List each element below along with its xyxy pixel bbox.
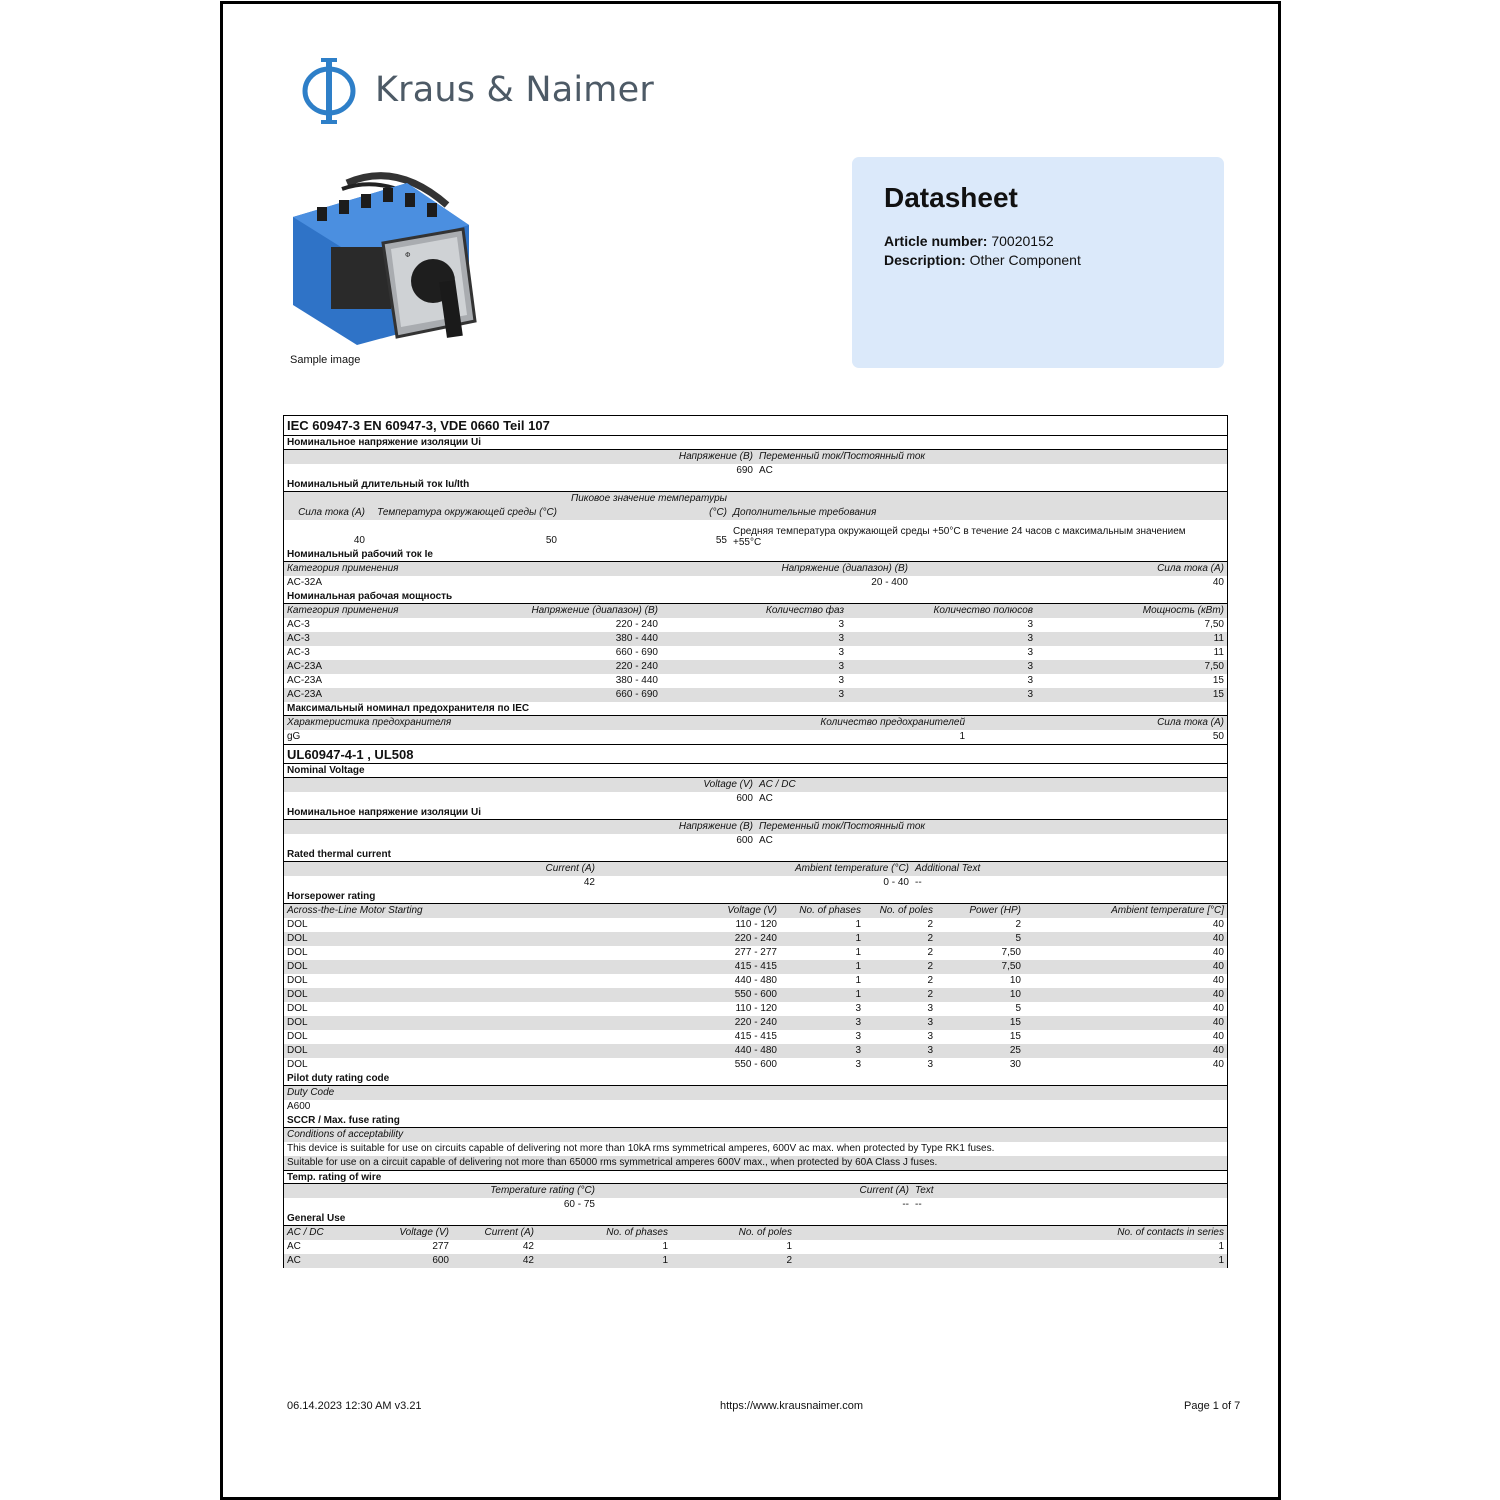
column-header: Voltage (V)	[399, 1227, 449, 1238]
table-cell: 1	[959, 731, 965, 742]
table-row	[284, 576, 1227, 590]
table-cell: 40	[1212, 1017, 1224, 1028]
table-cell: AC	[759, 465, 773, 476]
table-row	[284, 834, 1227, 848]
table-cell: 3	[927, 1017, 933, 1028]
table-cell: AC	[759, 793, 773, 804]
column-header: No. of phases	[606, 1227, 668, 1238]
table-cell: 25	[1009, 1045, 1021, 1056]
table-cell: 7,50	[1001, 961, 1021, 972]
table-cell: 0 - 40	[883, 877, 909, 888]
table-cell: 220 - 240	[615, 661, 658, 672]
column-header: Temperature rating (°C)	[490, 1185, 595, 1196]
table-cell: 15	[1009, 1031, 1021, 1042]
table-cell: AC-3	[287, 647, 310, 658]
table-cell: 3	[927, 1031, 933, 1042]
table-cell: 3	[838, 675, 844, 686]
column-header: Температура окружающей среды (°C)	[377, 507, 557, 518]
footer-page-number: Page 1 of 7	[1184, 1400, 1241, 1412]
table-cell: 3	[855, 1045, 861, 1056]
table-cell: DOL	[287, 961, 308, 972]
table-row	[284, 1142, 1227, 1156]
section-title: Номинальный рабочий ток Ie	[284, 548, 1227, 562]
table-header-row	[284, 492, 1227, 520]
column-header: Additional Text	[915, 863, 981, 874]
table-cell	[730, 520, 1227, 548]
column-header: Across-the-Line Motor Starting	[287, 905, 423, 916]
table-cell: 3	[838, 633, 844, 644]
table-header-row	[284, 1128, 1227, 1142]
table-cell: 1	[855, 961, 861, 972]
column-header: Power (HP)	[969, 905, 1021, 916]
table-cell: 2	[786, 1255, 792, 1266]
table-cell: AC-3	[287, 619, 310, 630]
footer-url[interactable]: https://www.krausnaimer.com	[720, 1400, 864, 1412]
section-title: Номинальное напряжение изоляции Ui	[284, 806, 1227, 820]
table-cell: 1	[855, 975, 861, 986]
column-header: Дополнительные требования	[733, 507, 877, 518]
table-cell: 40	[1212, 1045, 1224, 1056]
table-cell: 550 - 600	[734, 989, 777, 1000]
table-cell: 2	[927, 961, 933, 972]
table-cell: 660 - 690	[615, 647, 658, 658]
table-cell: 60 - 75	[563, 1199, 595, 1210]
table-cell: 660 - 690	[615, 689, 658, 700]
table-cell: 1	[855, 919, 861, 930]
table-cell: 277	[432, 1241, 449, 1252]
table-cell: 690	[736, 465, 753, 476]
table-row	[284, 688, 1227, 702]
table-cell: 15	[1212, 689, 1224, 700]
table-cell: 3	[855, 1003, 861, 1014]
column-header: Current (A)	[545, 863, 595, 874]
table-cell: Suitable for use on a circuit capable of delivering not more than 65000 rms symmetrical amperes 600V max., when protected by 60A Class J fuses.	[287, 1157, 938, 1168]
table-cell: 10	[1009, 975, 1021, 986]
table-row	[284, 660, 1227, 674]
phi-logo-icon	[301, 56, 363, 126]
table-cell: DOL	[287, 1003, 308, 1014]
table-cell: 42	[522, 1241, 534, 1252]
section-title: Номинальное напряжение изоляции Ui	[284, 436, 1227, 450]
table-cell-line: +55°C	[733, 537, 762, 548]
table-cell: 220 - 240	[615, 619, 658, 630]
section-title: Horsepower rating	[284, 890, 1227, 904]
table-row	[284, 1254, 1227, 1268]
table-cell: 277 - 277	[734, 947, 777, 958]
table-row	[284, 960, 1227, 974]
iec-standard-title: IEC 60947-3 EN 60947-3, VDE 0660 Teil 107	[284, 416, 1227, 436]
table-header-row	[284, 820, 1227, 834]
column-header: Характеристика предохранителя	[287, 717, 452, 728]
column-header: Ambient temperature (°C)	[794, 863, 909, 874]
column-header: Voltage (V)	[703, 779, 753, 790]
table-cell: 55	[715, 535, 727, 546]
table-cell: 1	[1218, 1255, 1224, 1266]
column-header: Переменный ток/Постоянный ток	[759, 451, 926, 462]
column-header: Количество предохранителей	[820, 717, 965, 728]
table-cell: 3	[838, 661, 844, 672]
table-cell: 11	[1213, 633, 1224, 644]
table-cell: 3	[1027, 661, 1033, 672]
table-cell: 15	[1009, 1017, 1021, 1028]
table-cell: 3	[855, 1031, 861, 1042]
horsepower-table-body	[284, 918, 1227, 1072]
section-title: Номинальный длительный ток Iu/Ith	[284, 478, 1227, 492]
table-cell: 3	[927, 1059, 933, 1070]
table-cell: --	[915, 877, 922, 888]
table-row	[284, 632, 1227, 646]
spec-tables	[283, 415, 1228, 1268]
section-title: Номинальная рабочая мощность	[284, 590, 1227, 604]
brand-name: Kraus & Naimer	[375, 70, 654, 110]
table-row	[284, 464, 1227, 478]
table-cell: 2	[927, 947, 933, 958]
datasheet-info-box	[852, 157, 1224, 368]
table-cell: 600	[736, 835, 753, 846]
table-cell: AC-3	[287, 633, 310, 644]
column-header: Conditions of acceptability	[287, 1129, 404, 1140]
table-cell: 3	[838, 619, 844, 630]
table-cell: 7,50	[1001, 947, 1021, 958]
column-header: No. of poles	[738, 1227, 792, 1238]
table-cell: 40	[1212, 919, 1224, 930]
table-row	[284, 1044, 1227, 1058]
table-header-row	[284, 716, 1227, 730]
table-cell: 3	[1027, 619, 1033, 630]
table-cell: 1	[855, 989, 861, 1000]
article-number-value: 70020152	[991, 233, 1054, 249]
column-header: Text	[915, 1185, 934, 1196]
table-cell: 440 - 480	[734, 975, 777, 986]
table-row	[284, 520, 1227, 548]
table-cell: AC	[287, 1255, 301, 1266]
table-row	[284, 918, 1227, 932]
table-row	[284, 792, 1227, 806]
table-cell: 220 - 240	[734, 1017, 777, 1028]
table-cell: 3	[1027, 675, 1033, 686]
table-cell: DOL	[287, 1017, 308, 1028]
svg-text:Φ: Φ	[405, 251, 411, 259]
column-header: Напряжение (диапазон) (В)	[531, 605, 658, 616]
table-cell: AC	[759, 835, 773, 846]
table-cell: A600	[287, 1101, 311, 1112]
table-cell: 380 - 440	[615, 633, 658, 644]
table-row	[284, 1002, 1227, 1016]
footer-date-version: 06.14.2023 12:30 AM v3.21	[287, 1400, 422, 1412]
table-cell: 110 - 120	[735, 1003, 777, 1014]
table-cell: 220 - 240	[734, 933, 777, 944]
table-cell: AC-23A	[287, 675, 323, 686]
table-cell: 415 - 415	[734, 1031, 777, 1042]
table-row	[284, 1240, 1227, 1254]
table-cell: 3	[838, 689, 844, 700]
table-cell: 42	[583, 877, 595, 888]
table-cell: DOL	[287, 1045, 308, 1056]
table-cell: AC-23A	[287, 661, 323, 672]
table-cell: 5	[1015, 933, 1021, 944]
column-header: Категория применения	[287, 563, 399, 574]
table-cell: 3	[838, 647, 844, 658]
table-header-row	[284, 862, 1227, 876]
table-cell: 40	[1212, 989, 1224, 1000]
table-cell: 7,50	[1204, 619, 1224, 630]
table-cell: 3	[1027, 633, 1033, 644]
table-cell: DOL	[287, 989, 308, 1000]
table-cell: 600	[432, 1255, 449, 1266]
column-header: Количество полюсов	[933, 605, 1033, 616]
table-row	[284, 932, 1227, 946]
table-cell: 2	[927, 989, 933, 1000]
table-cell: 40	[1212, 1031, 1224, 1042]
column-header: Duty Code	[287, 1087, 335, 1098]
kraus-naimer-logo	[301, 56, 654, 126]
table-cell: 15	[1212, 675, 1224, 686]
table-cell: 40	[1212, 577, 1224, 588]
table-cell: 7,50	[1204, 661, 1224, 672]
section-title: Temp. rating of wire	[284, 1170, 1227, 1184]
table-cell: 40	[1212, 947, 1224, 958]
table-cell: AC-23A	[287, 689, 323, 700]
table-header-row	[284, 562, 1227, 576]
column-header: AC / DC	[759, 779, 796, 790]
column-header: Мощность (кВт)	[1142, 605, 1224, 616]
table-row	[284, 730, 1227, 744]
table-cell: 380 - 440	[615, 675, 658, 686]
table-cell: 2	[1015, 919, 1021, 930]
description-value: Other Component	[969, 252, 1081, 268]
table-row	[284, 988, 1227, 1002]
table-row	[284, 946, 1227, 960]
table-cell: 40	[1212, 1059, 1224, 1070]
table-header-row	[284, 778, 1227, 792]
table-header-row	[284, 604, 1227, 618]
ul-standard-title: UL60947-4-1 , UL508	[284, 744, 1227, 764]
column-header: Сила тока (A)	[1157, 717, 1224, 728]
column-header: Количество фаз	[765, 605, 844, 616]
table-cell: 1	[786, 1241, 792, 1252]
table-cell: 3	[927, 1045, 933, 1056]
column-header-line: (°C)	[709, 507, 727, 518]
table-cell: DOL	[287, 947, 308, 958]
column-header: Current (A)	[859, 1185, 909, 1196]
column-header: Current (A)	[484, 1227, 534, 1238]
description-label: Description:	[884, 252, 966, 268]
table-cell: 110 - 120	[735, 919, 777, 930]
column-header: Ambient temperature [°C]	[1111, 905, 1224, 916]
column-header: No. of contacts in series	[1117, 1227, 1224, 1238]
column-header: Сила тока (A)	[1157, 563, 1224, 574]
table-cell: 1	[662, 1255, 668, 1266]
table-cell: 2	[927, 975, 933, 986]
table-cell: DOL	[287, 975, 308, 986]
table-row	[284, 1030, 1227, 1044]
table-header-row	[284, 1226, 1227, 1240]
table-cell: --	[915, 1199, 922, 1210]
table-row	[284, 974, 1227, 988]
table-cell: 2	[927, 919, 933, 930]
general-use-table-body	[284, 1240, 1227, 1268]
table-cell: gG	[287, 731, 301, 742]
table-cell: DOL	[287, 919, 308, 930]
table-row	[284, 1100, 1227, 1114]
table-header-row	[284, 1086, 1227, 1100]
table-cell: 415 - 415	[734, 961, 777, 972]
table-cell: 40	[1212, 975, 1224, 986]
table-row	[284, 876, 1227, 890]
column-header	[560, 492, 730, 520]
table-cell: 40	[1212, 961, 1224, 972]
table-cell: 50	[545, 535, 557, 546]
section-title: Pilot duty rating code	[284, 1072, 1227, 1086]
table-row	[284, 1198, 1227, 1212]
table-cell: AC-32A	[287, 577, 323, 588]
table-cell: 1	[1218, 1241, 1224, 1252]
column-header: No. of phases	[799, 905, 861, 916]
table-cell: 40	[1212, 933, 1224, 944]
column-header: No. of poles	[879, 905, 933, 916]
table-cell: DOL	[287, 1059, 308, 1070]
table-cell: DOL	[287, 933, 308, 944]
table-header-row	[284, 904, 1227, 918]
table-cell: 1	[855, 933, 861, 944]
table-cell: AC	[287, 1241, 301, 1252]
table-header-row	[284, 1184, 1227, 1198]
power-table-body	[284, 618, 1227, 702]
column-header: Voltage (V)	[727, 905, 777, 916]
section-title: Nominal Voltage	[284, 764, 1227, 778]
table-cell: DOL	[287, 1031, 308, 1042]
table-cell: 40	[353, 535, 365, 546]
table-cell: 1	[855, 947, 861, 958]
product-sample-image	[287, 165, 487, 345]
column-header: Переменный ток/Постоянный ток	[759, 821, 926, 832]
table-cell: 550 - 600	[734, 1059, 777, 1070]
table-cell: 3	[1027, 647, 1033, 658]
table-cell: 1	[662, 1241, 668, 1252]
section-title: SCCR / Max. fuse rating	[284, 1114, 1227, 1128]
section-title: Максимальный номинал предохранителя по IEC	[284, 702, 1227, 716]
table-cell: 20 - 400	[871, 577, 908, 588]
column-header: AC / DC	[287, 1227, 324, 1238]
table-cell: 3	[1027, 689, 1033, 700]
column-header: Напряжение (В)	[678, 821, 753, 832]
table-row	[284, 1058, 1227, 1072]
table-row	[284, 646, 1227, 660]
table-cell: 3	[855, 1059, 861, 1070]
table-cell: 3	[927, 1003, 933, 1014]
table-cell: 5	[1015, 1003, 1021, 1014]
article-number	[884, 233, 1054, 249]
section-title: Rated thermal current	[284, 848, 1227, 862]
table-cell: 600	[736, 793, 753, 804]
table-cell: 40	[1212, 1003, 1224, 1014]
table-cell: 30	[1009, 1059, 1021, 1070]
table-row	[284, 674, 1227, 688]
table-cell: 50	[1212, 731, 1224, 742]
column-header: Категория применения	[287, 605, 399, 616]
article-number-label: Article number:	[884, 233, 988, 249]
column-header-line: Пиковое значение температуры	[570, 493, 727, 504]
table-row	[284, 618, 1227, 632]
table-cell: 2	[927, 933, 933, 944]
table-cell: 440 - 480	[734, 1045, 777, 1056]
table-cell: --	[902, 1199, 909, 1210]
sample-image-caption: Sample image	[290, 354, 361, 366]
description	[884, 252, 1081, 268]
table-cell-line: Средняя температура окружающей среды +50°C в течение 24 часов с максимальным значением	[733, 526, 1186, 537]
column-header: Напряжение (диапазон) (В)	[781, 563, 908, 574]
table-cell: 3	[855, 1017, 861, 1028]
table-header-row	[284, 450, 1227, 464]
table-cell: This device is suitable for use on circuits capable of delivering not more than 10kA rms symmetrical amperes, 600V ac max. when protected by Type RK1 fuses.	[287, 1143, 995, 1154]
column-header: Напряжение (В)	[678, 451, 753, 462]
column-header: Сила тока (A)	[298, 507, 365, 518]
table-cell: 42	[522, 1255, 534, 1266]
section-title: General Use	[284, 1212, 1227, 1226]
table-cell: 11	[1213, 647, 1224, 658]
table-row	[284, 1156, 1227, 1170]
datasheet-title: Datasheet	[884, 182, 1018, 213]
table-row	[284, 1016, 1227, 1030]
table-cell: 10	[1009, 989, 1021, 1000]
